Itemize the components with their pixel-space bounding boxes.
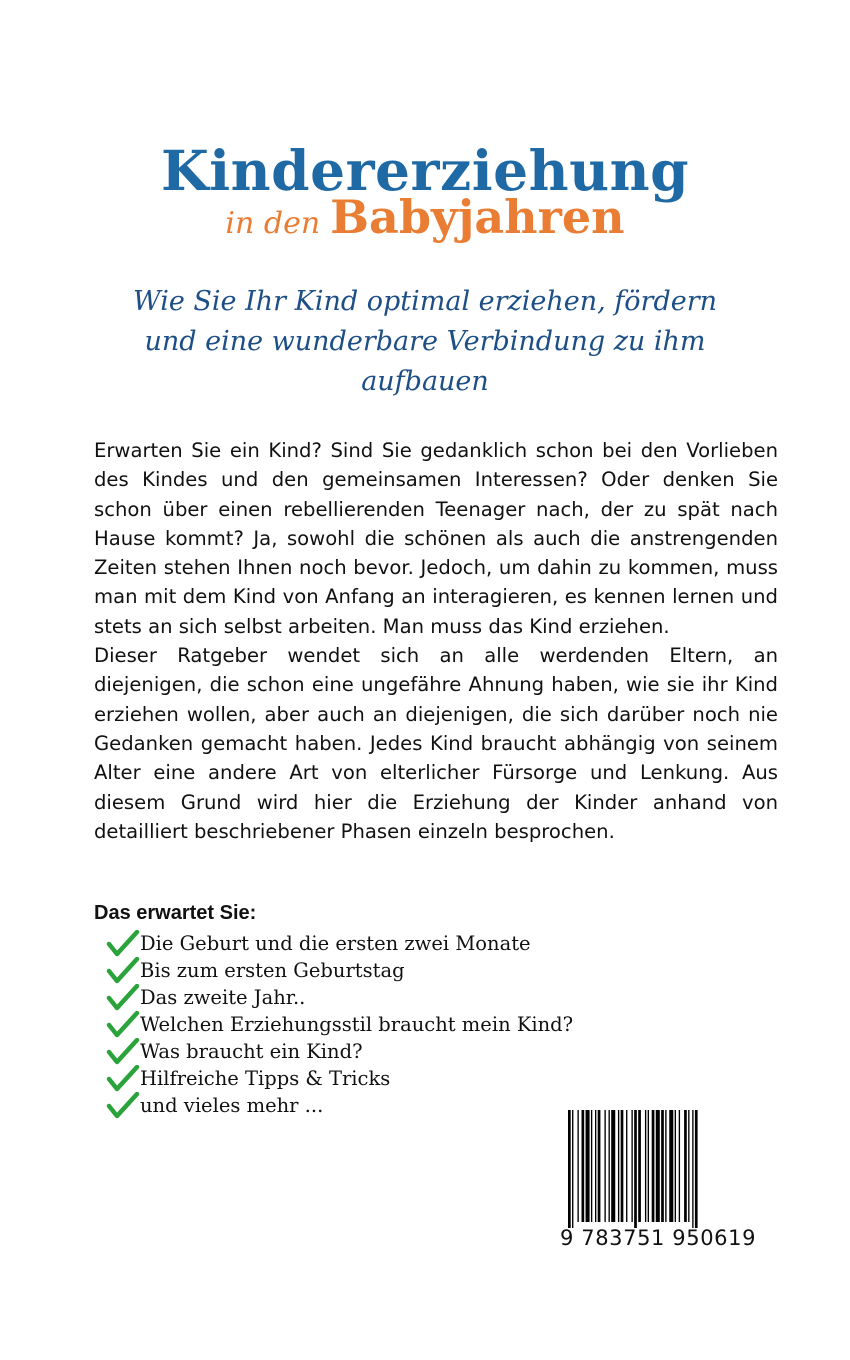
checklist-item (106, 957, 573, 984)
subtitle-line: und eine wunderbare Verbindung zu ihm (144, 326, 706, 357)
checklist-item (106, 984, 573, 1011)
checkmark-icon (106, 1038, 140, 1065)
barcode-bar (586, 1110, 590, 1222)
barcode-bar (577, 1110, 578, 1222)
isbn-number: 9 783751 950619 (560, 1226, 757, 1250)
checklist-item-label: Welchen Erziehungsstil braucht mein Kind? (140, 1013, 574, 1036)
title-script-text: in den (225, 206, 321, 241)
barcode-bar (582, 1110, 585, 1222)
barcode-bar (591, 1110, 592, 1222)
feature-checklist (106, 930, 573, 1119)
barcode-bar (609, 1110, 610, 1222)
book-subtitle (80, 282, 770, 402)
book-title-subline (0, 190, 850, 244)
checklist-item (106, 930, 573, 957)
barcode-bar (604, 1110, 605, 1222)
barcode-bar (598, 1110, 601, 1222)
checklist-item (106, 1065, 573, 1092)
blurb-paragraph: Erwarten Sie ein Kind? Sind Sie gedanklich schon bei den Vorlieben des Kindes und den gemeinsamen Interessen? Oder denken Sie schon über einen rebellierenden Teenager nach, der zu spät nach Hause kommt? Ja, sowohl die schönen als auch die anstrengenden Zeiten stehen Ihnen noch bevor. Jedoch, um dahin zu kommen, muss man mit dem Kind von Anfang an interagieren, es kennen lernen und stets an sich selbst arbeiten. Man muss das Kind erziehen. (94, 439, 778, 638)
barcode-bar (568, 1110, 571, 1228)
barcode-bar (621, 1110, 624, 1222)
title-bold-text: Babyjahren (330, 190, 625, 244)
checklist-item (106, 1011, 573, 1038)
barcode-bar (648, 1110, 649, 1222)
checkmark-icon (106, 1065, 140, 1092)
barcode-bars (562, 1110, 758, 1228)
checklist-item (106, 1038, 573, 1065)
checkmark-icon (106, 1092, 140, 1119)
barcode-bar (661, 1110, 664, 1222)
checkmark-icon (106, 930, 140, 957)
barcode-bar (684, 1110, 687, 1222)
blurb-paragraph: Dieser Ratgeber wendet sich an alle werdenden Eltern, an diejenigen, die schon eine ungefähre Ahnung haben, wie sie ihr Kind erziehen wollen, aber auch an diejenigen, die sich darüber noch nie Gedanken gemacht haben. Jedes Kind braucht abhängig von seinem Alter eine andere Art von elterlicher Fürsorge und Lenkung. Aus diesem Grund wird hier die Erziehung der Kinder anhand von detailliert beschriebener Phasen einzeln besprochen. (94, 644, 778, 843)
barcode-bar (656, 1110, 660, 1222)
checklist-item-label: Die Geburt und die ersten zwei Monate (140, 932, 531, 955)
barcode-bar (665, 1110, 666, 1222)
checklist-item-label: Bis zum ersten Geburtstag (140, 959, 405, 982)
blurb-text (94, 436, 778, 846)
checkmark-icon (106, 957, 140, 984)
barcode-bar (572, 1110, 573, 1228)
barcode-bar (638, 1110, 641, 1222)
list-heading: Das erwartet Sie: (94, 902, 257, 924)
barcode-bar (626, 1110, 627, 1222)
subtitle-line: aufbauen (361, 366, 489, 397)
checkmark-icon (106, 984, 140, 1011)
barcode-bar (695, 1110, 698, 1228)
barcode-bar (634, 1110, 637, 1228)
barcode-bar (688, 1110, 689, 1222)
checklist-item-label: Das zweite Jahr.. (140, 986, 306, 1009)
barcode-bar (611, 1110, 615, 1222)
checklist-item (106, 1092, 573, 1119)
book-title: Kindererziehung (160, 138, 690, 203)
checklist-item-label: und vieles mehr ... (140, 1094, 324, 1117)
barcode-bar (618, 1110, 619, 1222)
checklist-item-label: Was braucht ein Kind? (140, 1040, 363, 1063)
barcode-bar (652, 1110, 655, 1222)
subtitle-line: Wie Sie Ihr Kind optimal erziehen, fördern (132, 286, 718, 317)
barcode-bar (669, 1110, 673, 1222)
barcode-bar (692, 1110, 693, 1228)
checkmark-icon (106, 1011, 140, 1038)
checklist-item-label: Hilfreiche Tipps & Tricks (140, 1067, 391, 1090)
barcode-bar (595, 1110, 596, 1222)
barcode-bar (645, 1110, 646, 1222)
barcode-bar (675, 1110, 676, 1222)
barcode-bar (631, 1110, 632, 1222)
barcode-bar (679, 1110, 680, 1222)
